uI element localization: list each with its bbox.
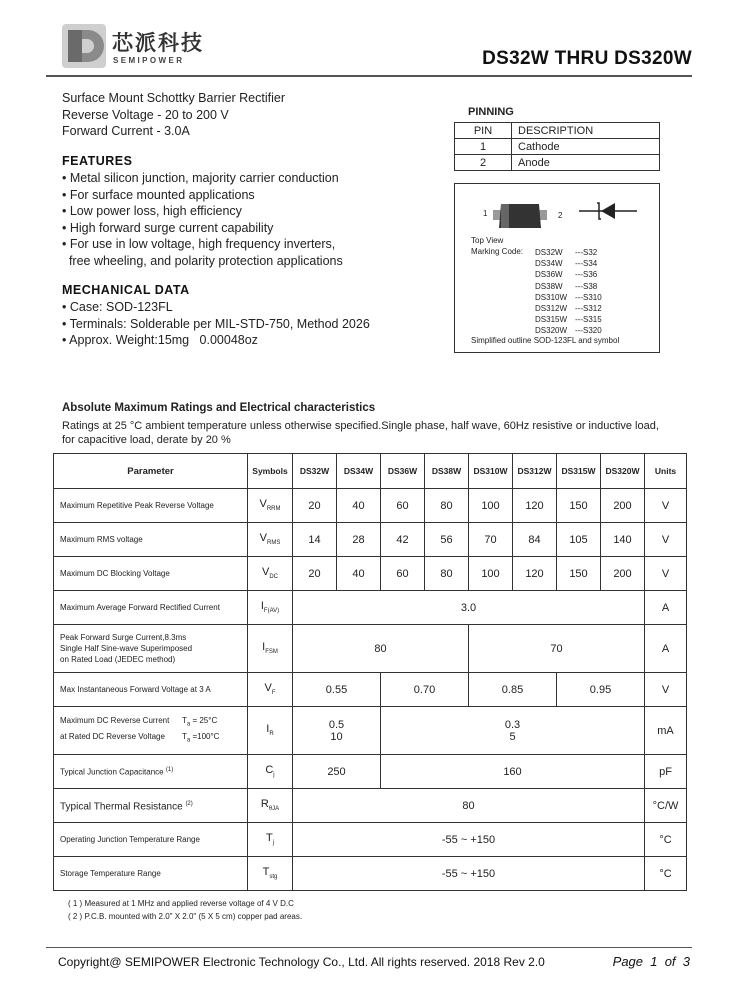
summary-line: Surface Mount Schottky Barrier Rectifier	[62, 91, 285, 105]
value-cell: 120	[513, 489, 557, 523]
ratings-description	[62, 419, 692, 447]
table-row	[455, 123, 660, 139]
part-header: DS36W	[381, 454, 425, 489]
features-heading: FEATURES	[62, 154, 133, 168]
header-divider	[46, 75, 692, 77]
ratings-table	[53, 453, 687, 891]
value-cell: 70	[469, 625, 645, 673]
value-cell: 105	[557, 523, 601, 557]
value-cell: 150	[557, 557, 601, 591]
description-line: Ratings at 25 °C ambient temperature unless otherwise specified.Single phase, half wave, 60Hz resistive or inductive load,	[62, 420, 659, 432]
marking-part: DS312W	[535, 304, 568, 314]
table-row	[54, 673, 687, 707]
pin-number: 1	[455, 139, 512, 155]
value-cell: 20	[293, 557, 337, 591]
marking-code-label: Marking Code:	[471, 247, 524, 256]
parameter-symbol: $I_{F(AV)}$	[248, 591, 293, 625]
value-cell: 100	[469, 557, 513, 591]
parameter-name: Typical Junction Capacitance $^{(1)}$	[54, 755, 248, 789]
unit-cell: A	[645, 625, 687, 673]
part-header: DS38W	[425, 454, 469, 489]
value-cell: 3.0	[293, 591, 645, 625]
value-cell: 70	[469, 523, 513, 557]
feature-item: • For use in low voltage, high frequency inverters,	[62, 237, 336, 251]
marking-code: ---S38	[575, 281, 598, 291]
part-header: DS34W	[337, 454, 381, 489]
table-row	[54, 625, 687, 673]
table-row	[54, 489, 687, 523]
table-row	[54, 823, 687, 857]
value-cell: 84	[513, 523, 557, 557]
parameter-name: Storage Temperature Range	[54, 857, 248, 891]
part-header: DS320W	[601, 454, 645, 489]
parameter-name: Operating Junction Temperature Range	[54, 823, 248, 857]
parameter-symbol: $R_{\theta JA}$	[248, 789, 293, 823]
description-line: for capacitive load, derate by 20 %	[62, 434, 231, 446]
list-item	[535, 258, 602, 269]
description-header: DESCRIPTION	[512, 123, 660, 139]
package-outline-box	[454, 183, 660, 353]
parameter-name: Maximum DC Blocking Voltage	[54, 557, 248, 591]
company-name-cn: 芯派科技	[112, 31, 204, 55]
value-cell: 20	[293, 489, 337, 523]
top-view-label: Top View	[471, 236, 504, 245]
parameter-name: Maximum DC Reverse Current $T_a = 25^\circ C$ at Rated DC Reverse Voltage $T_a =100^\circ C$	[54, 707, 248, 755]
sod123fl-package-icon	[493, 198, 547, 234]
mechanical-item: • Case: SOD-123FL	[62, 300, 173, 314]
value-cell: 80	[425, 489, 469, 523]
parameter-name: Maximum Average Forward Rectified Current	[54, 591, 248, 625]
value-cell: 42	[381, 523, 425, 557]
parameter-name: Typical Thermal Resistance $^{(2)}$	[54, 789, 248, 823]
marking-part: DS36W	[535, 270, 563, 280]
mechanical-item: • Terminals: Solderable per MIL-STD-750, Method 2026	[62, 316, 370, 331]
document-title: DS32W THRU DS320W	[482, 48, 692, 69]
parameter-symbol: $T_j$	[248, 823, 293, 857]
parameter-header: Parameter	[54, 454, 248, 489]
unit-cell: A	[645, 591, 687, 625]
table-row	[54, 755, 687, 789]
table-row	[455, 155, 660, 171]
features-list	[62, 170, 343, 269]
mechanical-list	[62, 299, 370, 349]
value-cell: 80	[293, 789, 645, 823]
package-pin2-label: 2	[558, 211, 563, 220]
value-cell: -55 ~ +150	[293, 823, 645, 857]
parameter-name: Maximum RMS voltage	[54, 523, 248, 557]
value-cell: 0.5 10	[293, 707, 381, 755]
parameter-symbol: $C_j$	[248, 755, 293, 789]
list-item	[535, 314, 602, 325]
marking-code: ---S310	[575, 292, 602, 302]
value-cell: 0.3 5	[381, 707, 645, 755]
mechanical-heading: MECHANICAL DATA	[62, 283, 190, 297]
feature-item: • Low power loss, high efficiency	[62, 204, 242, 218]
value-cell: 200	[601, 489, 645, 523]
summary-line: Reverse Voltage - 20 to 200 V	[62, 107, 229, 122]
pin-number: 2	[455, 155, 512, 171]
marking-code: ---S312	[575, 304, 602, 314]
part-header: DS312W	[513, 454, 557, 489]
pin-header: PIN	[455, 123, 512, 139]
outline-caption: Simplified outline SOD-123FL and symbol	[471, 336, 620, 345]
table-row	[54, 789, 687, 823]
ratings-heading: Absolute Maximum Ratings and Electrical characteristics	[62, 402, 376, 414]
value-cell: 0.55	[293, 673, 381, 707]
footnote: ( 2 ) P.C.B. mounted with 2.0" X 2.0" (5 X 5 cm) copper pad areas.	[68, 911, 303, 921]
semipower-logo	[62, 24, 106, 68]
list-item	[535, 281, 602, 292]
table-row	[54, 591, 687, 625]
package-pin1-label: 1	[483, 209, 488, 218]
product-summary	[62, 90, 285, 140]
table-row	[54, 557, 687, 591]
value-cell: 120	[513, 557, 557, 591]
table-row	[455, 139, 660, 155]
value-cell: 0.85	[469, 673, 557, 707]
part-header: DS32W	[293, 454, 337, 489]
table-row	[54, 857, 687, 891]
diode-symbol-icon	[579, 200, 637, 222]
pinning-heading: PINNING	[468, 106, 514, 118]
symbols-header: Symbols	[248, 454, 293, 489]
pinning-table	[454, 122, 660, 171]
value-cell: 0.95	[557, 673, 645, 707]
feature-item: free wheeling, and polarity protection applications	[62, 253, 343, 268]
marking-code-list	[535, 247, 602, 337]
unit-cell: V	[645, 557, 687, 591]
marking-code: ---S32	[575, 248, 598, 257]
unit-cell: °C/W	[645, 789, 687, 823]
unit-cell: V	[645, 523, 687, 557]
marking-part: DS32W	[535, 248, 563, 257]
feature-item: • For surface mounted applications	[62, 187, 255, 202]
summary-line: Forward Current - 3.0A	[62, 124, 190, 138]
table-row	[54, 707, 687, 755]
part-header: DS310W	[469, 454, 513, 489]
value-cell: 0.70	[381, 673, 469, 707]
marking-code: ---S315	[575, 315, 602, 325]
marking-code: ---S320	[575, 326, 602, 336]
marking-part: DS315W	[535, 315, 568, 325]
unit-cell: V	[645, 489, 687, 523]
list-item	[535, 292, 602, 303]
unit-cell: pF	[645, 755, 687, 789]
unit-cell: °C	[645, 857, 687, 891]
table-row	[54, 523, 687, 557]
value-cell: 56	[425, 523, 469, 557]
parameter-symbol: $T_{stg}$	[248, 857, 293, 891]
value-cell: 40	[337, 489, 381, 523]
list-item	[535, 303, 602, 314]
parameter-symbol: $V_{DC}$	[248, 557, 293, 591]
pin-description: Anode	[512, 155, 660, 171]
value-cell: 28	[337, 523, 381, 557]
parameter-symbol: $V_F$	[248, 673, 293, 707]
footnote: ( 1 ) Measured at 1 MHz and applied reverse voltage of 4 V D.C	[68, 899, 294, 908]
value-cell: 100	[469, 489, 513, 523]
mechanical-item: • Approx. Weight:15mg 0.00048oz	[62, 333, 258, 347]
value-cell: 40	[337, 557, 381, 591]
unit-cell: mA	[645, 707, 687, 755]
parameter-name: Maximum Repetitive Peak Reverse Voltage	[54, 489, 248, 523]
company-name-en: SEMIPOWER	[113, 56, 185, 65]
footnotes	[68, 898, 302, 923]
value-cell: 160	[381, 755, 645, 789]
footer-divider	[46, 947, 692, 948]
marking-part: DS320W	[535, 326, 568, 336]
marking-part: DS34W	[535, 259, 563, 269]
value-cell: 200	[601, 557, 645, 591]
marking-code: ---S34	[575, 259, 598, 269]
feature-item: • High forward surge current capability	[62, 220, 274, 235]
part-header: DS315W	[557, 454, 601, 489]
value-cell: 150	[557, 489, 601, 523]
value-cell: 60	[381, 557, 425, 591]
value-cell: 60	[381, 489, 425, 523]
parameter-name: Max Instantaneous Forward Voltage at 3 A	[54, 673, 248, 707]
page-number: Page 1 of 3	[612, 954, 690, 969]
units-header: Units	[645, 454, 687, 489]
parameter-name: Peak Forward Surge Current,8.3ms Single Half Sine-wave Superimposed on Rated Load (JEDEC method)	[54, 625, 248, 673]
copyright-text: Copyright@ SEMIPOWER Electronic Technology Co., Ltd. All rights reserved. 2018 Rev 2.0	[58, 955, 545, 969]
list-item	[535, 269, 602, 280]
feature-item: • Metal silicon junction, majority carrier conduction	[62, 171, 339, 185]
value-cell: 14	[293, 523, 337, 557]
value-cell: 80	[425, 557, 469, 591]
value-cell: 80	[293, 625, 469, 673]
unit-cell: V	[645, 673, 687, 707]
marking-part: DS310W	[535, 292, 568, 302]
list-item	[535, 247, 602, 258]
parameter-symbol: $I_R$	[248, 707, 293, 755]
value-cell: -55 ~ +150	[293, 857, 645, 891]
parameter-symbol: $V_{RMS}$	[248, 523, 293, 557]
value-cell: 250	[293, 755, 381, 789]
unit-cell: °C	[645, 823, 687, 857]
marking-code: ---S36	[575, 270, 598, 280]
parameter-symbol: $V_{RRM}$	[248, 489, 293, 523]
pin-description: Cathode	[512, 139, 660, 155]
value-cell: 140	[601, 523, 645, 557]
parameter-symbol: $I_{FSM}$	[248, 625, 293, 673]
list-item	[535, 325, 602, 336]
table-header-row	[54, 454, 687, 489]
marking-part: DS38W	[535, 281, 563, 291]
